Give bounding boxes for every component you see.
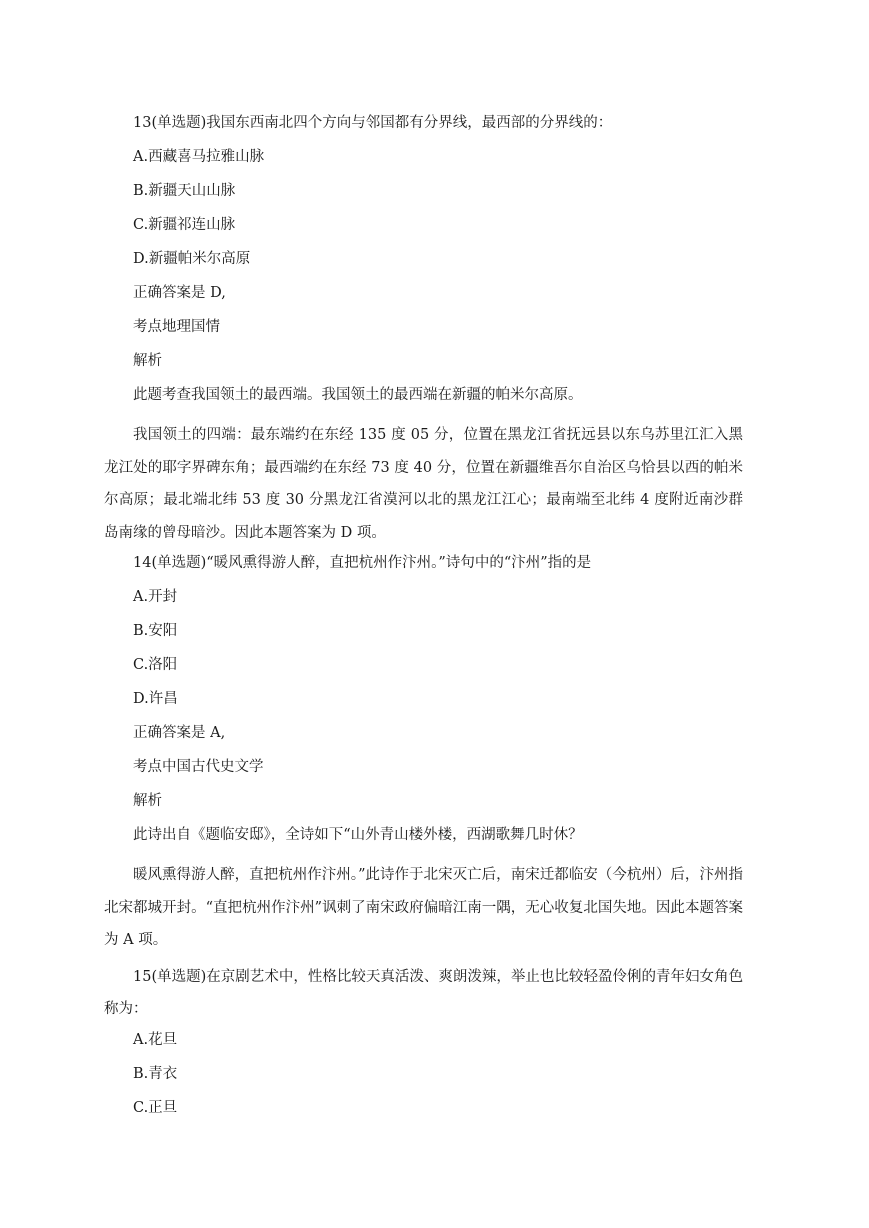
page-content [104,112,743,1131]
question-13-option-b: B.新疆天山山脉 [133,183,236,199]
question-14-answer: 正确答案是 A, [133,725,226,741]
question-13-analysis-label: 解析 [133,353,162,369]
question-14-analysis-quote: 此诗出自《题临安邸》，全诗如下“山外青山楼外楼，西湖歌舞几时休？ [133,827,583,843]
question-13-answer: 正确答案是 D, [133,285,226,301]
question-15-option-a: A.花旦 [133,1031,178,1048]
question-13-option-c: C.新疆祁连山脉 [133,217,236,233]
question-14-analysis-detail: 暖风熏得游人醉，直把杭州作汴州。”此诗作于北宋灭亡后，南宋迁都临安（今杭州）后，汴州指北宋都城开封。“直把杭州作汴州”讽刺了南宋政府偏暗江南一隅，无心收复北国失地。因此本题答案为 A 项。 [104,867,743,948]
question-15-stem: 15(单选题)在京剧艺术中，性格比较天真活泼、爽朗泼辣，举止也比较轻盈伶俐的青年妇女角色称为： [104,968,743,1017]
question-13-option-a: A.西藏喜马拉雅山脉 [133,149,265,165]
question-13-analysis-summary: 此题考查我国领土的最西端。我国领土的最西端在新疆的帕米尔高原。 [133,387,583,403]
question-14-topic: 考点中国古代史文学 [133,759,264,775]
question-14-stem: 14(单选题)“暖风熏得游人醉，直把杭州作汴州。”诗句中的“汴州”指的是 [133,555,592,571]
question-13-analysis-detail: 我国领土的四端：最东端约在东经 135 度 05 分，位置在黑龙江省抚远县以东乌苏里江汇入黑龙江处的耶字界碑东角；最西端约在东经 73 度 40 分，位置在新疆维吾尔自治区乌恰县以西的帕米尔高原；最北端北纬 53 度 30 分黑龙江省漠河以北的黑龙江江心；最南端至北纬 4 度附近南沙群岛南缘的曾母暗沙。因此本题答案为 D 项。 [104,427,743,541]
question-14-option-d: D.许昌 [133,691,178,707]
question-13-option-d: D.新疆帕米尔高原 [133,251,251,267]
question-15-option-b: B.青衣 [133,1065,178,1082]
question-14-option-b: B.安阳 [133,623,178,639]
question-15-option-c: C.正旦 [133,1099,178,1116]
question-13-stem: 13(单选题)我国东西南北四个方向与邻国都有分界线，最西部的分界线的： [133,115,613,131]
question-14-analysis-label: 解析 [133,793,162,809]
question-14-option-a: A.开封 [133,589,178,605]
question-14-option-c: C.洛阳 [133,657,178,673]
question-13-topic: 考点地理国情 [133,319,220,335]
